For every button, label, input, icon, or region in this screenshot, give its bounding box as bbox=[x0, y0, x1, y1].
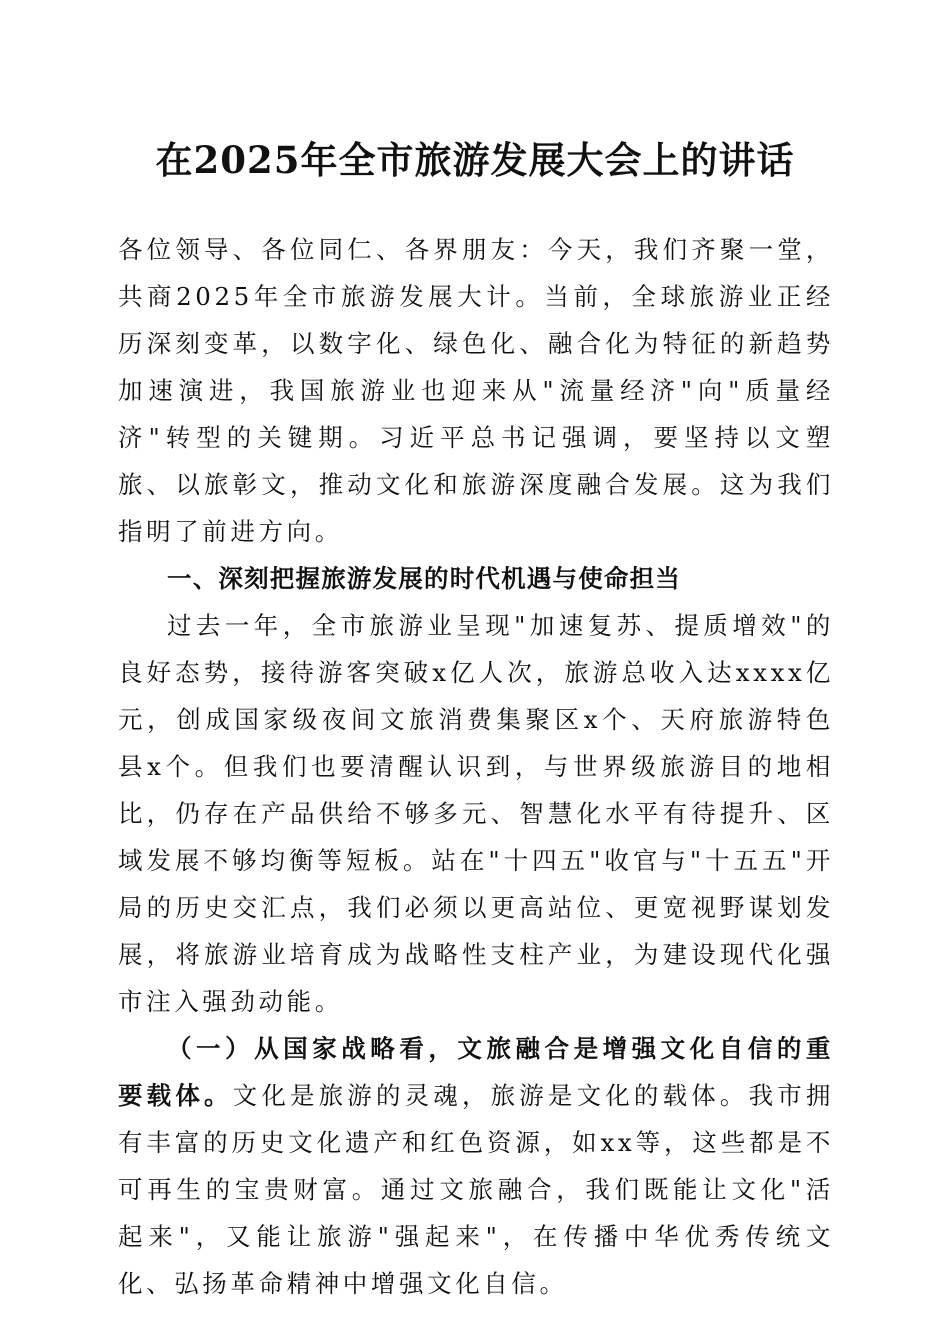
section-heading: 一、深刻把握旅游发展的时代机遇与使命担当 bbox=[167, 564, 681, 593]
section-paragraph: 过去一年，全市旅游业呈现"加速复苏、提质增效"的良好态势，接待游客突破x亿人次，旅游总收入达xxxx亿元，创成国家级夜间文旅消费集聚区x个、天府旅游特色县x个。但我们也要清醒认识到，与世界级旅游目的地相比，仍存在产品供给不够多元、智慧化水平有待提升、区域发展不够均衡等短板。站在"十四五"收官与"十五五"开局的历史交汇点，我们必须以更高站位、更宽视野谋划发展，将旅游业培育成为战略性支柱产业，为建设现代化强市注入强劲动能。 bbox=[118, 611, 834, 1016]
document-body bbox=[118, 226, 834, 1307]
subsection-text: 文化是旅游的灵魂，旅游是文化的载体。我市拥有丰富的历史文化遗产和红色资源，如xx等，这些都是不可再生的宝贵财富。通过文旅融合，我们既能让文化"活起来"，又能让旅游"强起来"，在传播中华优秀传统文化、弘扬革命精神中增强文化自信。 bbox=[118, 1081, 834, 1298]
subsection-lead: （一）从国家战略看，文旅融合是增强文化自信的重要载体。 bbox=[118, 1034, 834, 1110]
subsection-paragraph bbox=[118, 1025, 834, 1307]
opening-paragraph: 各位领导、各位同仁、各界朋友：今天，我们齐聚一堂，共商2025年全市旅游发展大计。当前，全球旅游业正经历深刻变革，以数字化、绿色化、融合化为特征的新趋势加速演进，我国旅游业也迎来从"流量经济"向"质量经济"转型的关键期。习近平总书记强调，要坚持以文塑旅、以旅彰文，推动文化和旅游深度融合发展。这为我们指明了前进方向。 bbox=[118, 235, 834, 546]
document-title: 在2025年全市旅游发展大会上的讲话 bbox=[155, 138, 795, 182]
